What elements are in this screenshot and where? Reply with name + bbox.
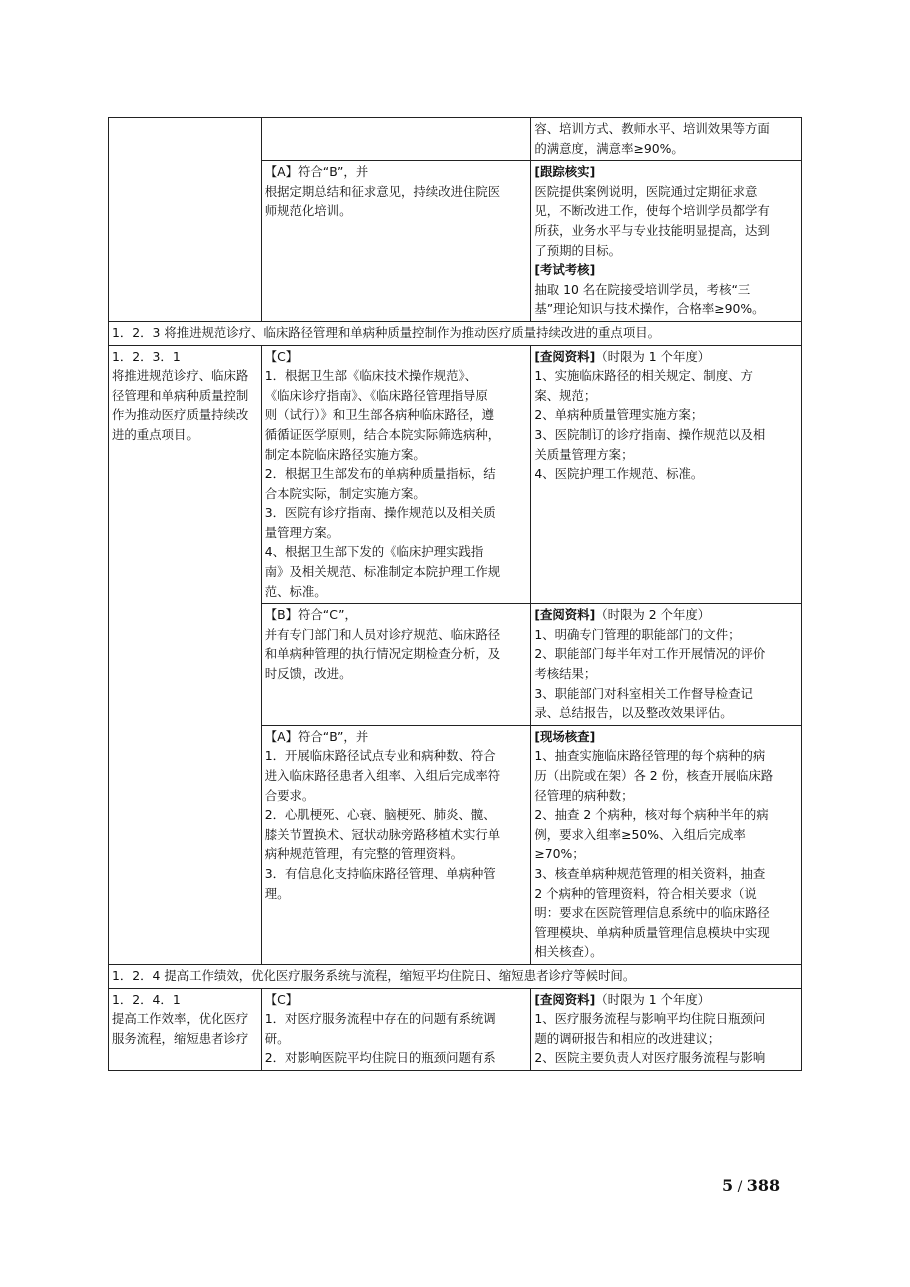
- text-line: 径管理的病种数；: [534, 787, 634, 803]
- text-line: 3、核查单病种规范管理的相关资料，抽查: [534, 865, 766, 881]
- cell-method: [531, 725, 802, 964]
- page-separator: /: [733, 1179, 747, 1195]
- text-line: 录、总结报告，以及整改效果评估。: [534, 705, 733, 721]
- text-line: 量管理方案。: [264, 524, 340, 540]
- section-row: [109, 964, 802, 988]
- method-heading: [考试考核]: [534, 262, 596, 278]
- text-line: 《临床诊疗指南》、《临床路径管理指导原: [264, 387, 488, 403]
- method-heading: [跟踪核实]: [534, 164, 596, 180]
- text-line: 相关核查）。: [534, 944, 603, 960]
- cell-standard-a: [261, 725, 531, 964]
- cell-standard-b: [261, 604, 531, 726]
- text-line: 1、明确专门管理的职能部门的文件；: [534, 626, 741, 642]
- cell-method: [531, 161, 802, 322]
- method-heading: [查阅资料]: [534, 607, 596, 623]
- text-line: 2、单病种质量管理实施方案；: [534, 407, 704, 423]
- time-limit-note: （时限为 1 个年度）: [595, 348, 711, 364]
- cell-standard-empty: [261, 118, 531, 161]
- text-line: 抽取 10 名在院接受培训学员，考核“三: [534, 281, 751, 297]
- text-line: 作为推动医疗质量持续改: [112, 407, 249, 423]
- text-line: 和单病种管理的执行情况定期检查分析，及: [264, 646, 501, 662]
- text-line: 根据定期总结和征求意见，持续改进住院医: [264, 183, 501, 199]
- text-line: 范、标准。: [264, 583, 327, 599]
- cell-item: [109, 345, 262, 964]
- text-line: 例，要求入组率≥50%、入组后完成率: [534, 826, 746, 842]
- text-line: 考核结果；: [534, 666, 597, 682]
- table-row: [109, 988, 802, 1070]
- page-total: 388: [746, 1176, 781, 1195]
- text-line: 【A】符合“B”，并: [264, 728, 369, 744]
- text-line: 1．对医疗服务流程中存在的问题有系统调: [264, 1011, 496, 1027]
- text-line: 1、抽查实施临床路径管理的每个病种的病: [534, 748, 766, 764]
- text-line: 了预期的目标。: [534, 242, 622, 258]
- item-number: 1．2．3．1: [112, 348, 181, 364]
- text-line: 2、抽查 2 个病种，核对每个病种半年的病: [534, 807, 769, 823]
- cell-item-empty: [109, 118, 262, 322]
- text-line: 4、根据卫生部下发的《临床护理实践指: [264, 544, 484, 560]
- cell-method: [531, 604, 802, 726]
- section-row: [109, 321, 802, 345]
- text-line: 历（出院或在架）各 2 份，核查开展临床路: [534, 768, 774, 783]
- text-line: 2．根据卫生部发布的单病种质量指标，结: [264, 466, 496, 482]
- text-line: 师规范化培训。: [264, 203, 352, 219]
- item-number: 1．2．4．1: [112, 991, 181, 1007]
- text-line: 2．对影响医院平均住院日的瓶颈问题有系: [264, 1050, 496, 1066]
- table-row: [109, 118, 802, 161]
- cell-standard-c: [261, 345, 531, 604]
- text-line: 提高工作效率，优化医疗: [112, 1011, 249, 1027]
- text-line: 见，不断改进工作，使每个培训学员都学有: [534, 203, 770, 219]
- method-heading: [查阅资料]: [534, 348, 596, 364]
- text-line: 1．开展临床路径试点专业和病种数、符合: [264, 748, 496, 764]
- text-line: 进入临床路径患者入组率、入组后完成率符: [264, 768, 501, 783]
- text-line: 2、医院主要负责人对医疗服务流程与影响: [534, 1050, 766, 1066]
- text-line: 将推进规范诊疗、临床路: [112, 368, 249, 384]
- text-line: 膝关节置换术、冠状动脉旁路移植术实行单: [264, 826, 501, 842]
- text-line: 1．根据卫生部《临床技术操作规范》、: [264, 368, 478, 384]
- text-line: 明：要求在医院管理信息系统中的临床路径: [534, 905, 770, 921]
- text-line: 医院提供案例说明，医院通过定期征求意: [534, 183, 758, 199]
- cell-method: [531, 118, 802, 161]
- text-line: 【C】: [264, 348, 299, 364]
- text-line: 3．有信息化支持临床路径管理、单病种管: [264, 865, 496, 881]
- text-line: 服务流程，缩短患者诊疗: [112, 1030, 249, 1046]
- time-limit-note: （时限为 1 个年度）: [595, 991, 711, 1007]
- text-line: 【C】: [264, 991, 299, 1007]
- page-current: 5: [722, 1176, 734, 1195]
- text-line: 2、职能部门每半年对工作开展情况的评价: [534, 646, 766, 662]
- text-line: 理。: [264, 885, 290, 901]
- table-row: [109, 345, 802, 604]
- page-number: [722, 1176, 780, 1195]
- cell-standard-c: [261, 988, 531, 1070]
- text-line: 的满意度，满意率≥90%。: [534, 140, 684, 156]
- text-line: 进的重点项目。: [112, 426, 199, 442]
- section-title: 1．2．4 提高工作绩效，优化医疗服务系统与流程，缩短平均住院日、缩短患者诊疗等候时间。: [109, 964, 802, 988]
- text-line: 研。: [264, 1030, 290, 1046]
- text-line: 题的调研报告和相应的改进建议；: [534, 1030, 721, 1046]
- text-line: 2．心肌梗死、心衰、脑梗死、肺炎、髋、: [264, 807, 496, 823]
- text-line: 南》及相关规范、标准制定本院护理工作规: [264, 564, 501, 580]
- text-line: 则（试行）》和卫生部各病种临床路径，遵: [264, 407, 494, 423]
- text-line: 1、实施临床路径的相关规定、制度、方: [534, 368, 753, 384]
- text-line: 关质量管理方案；: [534, 446, 634, 462]
- cell-method: [531, 988, 802, 1070]
- text-line: 并有专门部门和人员对诊疗规范、临床路径: [264, 626, 501, 642]
- method-heading: [现场核查]: [534, 728, 596, 744]
- text-line: 所获，业务水平与专业技能明显提高，达到: [534, 222, 770, 238]
- text-line: 基”理论知识与技术操作，合格率≥90%。: [534, 301, 765, 317]
- text-line: 容、培训方式、教师水平、培训效果等方面: [534, 121, 770, 136]
- standards-table: [108, 117, 802, 1071]
- text-line: ≥70%；: [534, 846, 585, 862]
- text-line: 3．医院有诊疗指南、操作规范以及相关质: [264, 505, 496, 521]
- method-heading: [查阅资料]: [534, 991, 596, 1007]
- text-line: 2 个病种的管理资料，符合相关要求（说: [534, 885, 757, 901]
- text-line: 管理模块、单病种质量管理信息模块中实现: [534, 924, 770, 940]
- text-line: 径管理和单病种质量控制: [112, 387, 249, 403]
- section-title: 1．2．3 将推进规范诊疗、临床路径管理和单病种质量控制作为推动医疗质量持续改进的重点项目。: [109, 321, 802, 345]
- text-line: 【A】符合“B”，并: [264, 164, 369, 180]
- text-line: 合要求。: [264, 787, 315, 803]
- text-line: 循循证医学原则，结合本院实际筛选病种，: [264, 426, 501, 442]
- cell-method: [531, 345, 802, 604]
- text-line: 4、医院护理工作规范、标准。: [534, 466, 704, 482]
- text-line: 病种规范管理，有完整的管理资料。: [264, 846, 463, 862]
- text-line: 3、医院制订的诊疗指南、操作规范以及相: [534, 426, 766, 442]
- text-line: 3、职能部门对科室相关工作督导检查记: [534, 685, 753, 701]
- time-limit-note: （时限为 2 个年度）: [595, 607, 711, 623]
- text-line: 制定本院临床路径实施方案。: [264, 446, 426, 462]
- text-line: 案、规范；: [534, 387, 597, 403]
- text-line: 【B】符合“C”，: [264, 607, 357, 623]
- text-line: 1、医疗服务流程与影响平均住院日瓶颈问: [534, 1011, 766, 1027]
- text-line: 时反馈，改进。: [264, 666, 352, 682]
- text-line: 合本院实际，制定实施方案。: [264, 485, 426, 501]
- cell-item: [109, 988, 262, 1070]
- cell-standard-a: [261, 161, 531, 322]
